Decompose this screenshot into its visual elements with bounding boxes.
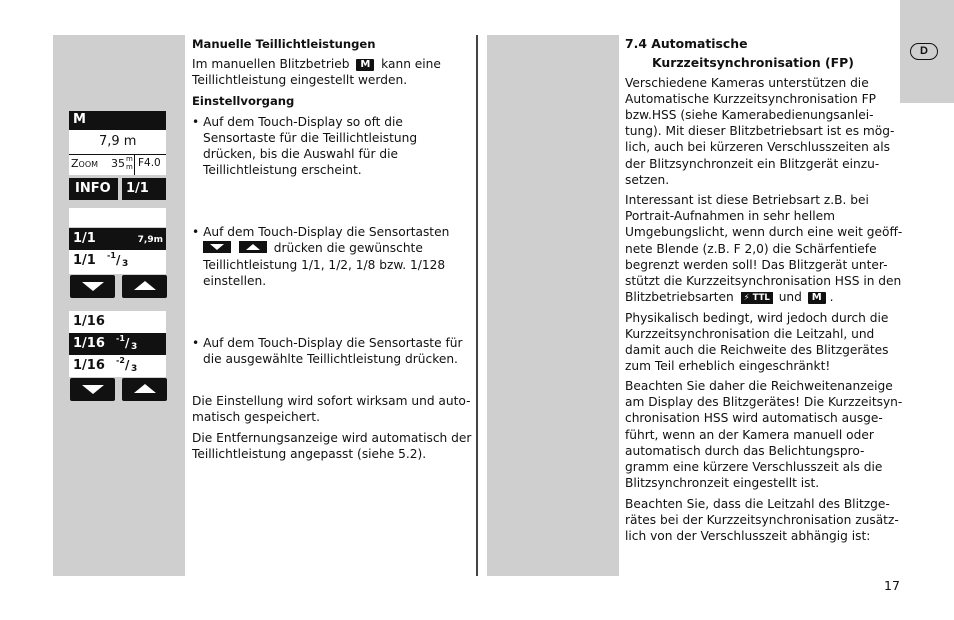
text-line: Physikalisch bedingt, wird jedoch durch die [625, 311, 889, 325]
text-line: Umgebungslicht, wenn durch eine weit geöff- [625, 225, 903, 239]
separator [69, 154, 166, 155]
text-fragment: und [778, 290, 802, 304]
text-line: der Blitzsynchronzeit ein Blitzgerät einzu- [625, 157, 880, 171]
power-option-row[interactable]: 1/16 -2 / 3 [69, 355, 166, 377]
power-button-label: 1/1 [126, 181, 149, 196]
text-line: Portrait-Aufnahmen in sehr hellem [625, 209, 835, 223]
step-3-line-2: die ausgewählte Teillichtleistung drücken. [203, 352, 458, 366]
ttl-mode-badge [741, 292, 773, 304]
power-option-value: 1/1 [73, 253, 96, 268]
intro-text-before: Im manuellen Blitzbetrieb [192, 57, 350, 71]
text-line: lich, auch bei kürzeren Verschlusszeiten als [625, 140, 890, 154]
text-line [625, 289, 833, 305]
intro-line-2: Teillichtleistung eingestellt werden. [192, 73, 408, 87]
zoom-label: Zoom [71, 157, 99, 170]
text-line: gramm eine kürzere Verschlusszeit als die [625, 460, 883, 474]
step-2-line-3: Teillichtleistung 1/1, 1/2, 1/8 bzw. 1/128 [203, 258, 446, 272]
text-line: stützt die Kurzzeitsynchronisation HSS in den [625, 274, 902, 288]
power-option-value: 1/16 [73, 358, 105, 373]
text-line: damit auch die Reichweite des Blitzgerätes [625, 343, 889, 357]
power-option-row[interactable]: 1/1 -1 / 3 [69, 250, 166, 274]
section-heading: 7.4 Automatische [625, 36, 748, 51]
ttl-badge-label: TTL [752, 293, 770, 303]
note-2-line-1: Die Entfernungsanzeige wird automatisch der [192, 431, 472, 445]
power-value: 1/1 [73, 231, 96, 246]
arrow-up-button[interactable] [122, 275, 167, 298]
text-line: lich von der Verschlusszeit abhängig ist: [625, 529, 871, 543]
display-info-box [69, 130, 166, 175]
step-denominator: 3 [131, 364, 138, 374]
language-badge: D [910, 43, 938, 60]
text-line: Beachten Sie, dass die Leitzahl des Blitzge- [625, 497, 890, 511]
mode-bar [69, 111, 166, 130]
power-button[interactable] [122, 178, 166, 200]
power-value: 1/16 [73, 336, 105, 351]
text-line: Blitzsynchronzeit eingestellt ist. [625, 476, 820, 490]
text-fragment: Blitzbetriebsarten [625, 290, 734, 304]
text-line: rätes bei der Kurzzeitsynchronisation zusätz- [625, 513, 899, 527]
zoom-unit-top: m [126, 155, 133, 163]
text-line: automatisch durch das Belichtungspro- [625, 444, 865, 458]
power-selected-bar [69, 228, 166, 250]
distance-value: 7,9m [137, 235, 163, 245]
arrow-up-icon [239, 241, 267, 253]
separator [134, 154, 135, 175]
page-number: 17 [884, 578, 900, 593]
text-line: Verschiedene Kameras unterstützen die [625, 76, 869, 90]
arrow-up-button[interactable] [122, 378, 167, 401]
zoom-value: 35 [111, 157, 125, 170]
arrow-down-button[interactable] [70, 275, 115, 298]
text-line: nete Blende (z.B. F 2,0) die Schärfentiefe [625, 242, 877, 256]
step-denominator: 3 [122, 259, 129, 269]
note-1-line-2: matisch gespeichert. [192, 410, 320, 424]
step-1-line-1: • Auf dem Touch-Display so oft die [192, 115, 403, 129]
right-margin-panel [487, 35, 619, 576]
step-2-line-1: • Auf dem Touch-Display die Sensortasten [192, 225, 450, 239]
aperture-value: F4.0 [138, 157, 161, 169]
note-1-line-1: Die Einstellung wird sofort wirksam und auto- [192, 394, 471, 408]
manual-mode-badge: M [808, 292, 826, 304]
step-2-line-2-text: drücken die gewünschte [273, 241, 423, 255]
step-numerator: -1 [116, 334, 125, 343]
text-line: Interessant ist diese Betriebsart z.B. bei [625, 193, 869, 207]
info-button[interactable] [69, 178, 118, 200]
text-line: Automatische Kurzzeitsynchronisation FP [625, 92, 876, 106]
column-divider [476, 35, 478, 576]
intro-text-after: kann eine [381, 57, 441, 71]
text-line: Kurzzeitsynchronisation die Leitzahl, und [625, 327, 875, 341]
text-line: führt, wenn an der Kamera manuell oder [625, 428, 874, 442]
text-line: zum Teil erheblich eingeschränkt! [625, 359, 831, 373]
step-denominator: 3 [131, 342, 138, 352]
text-line: begrenzt werden soll! Das Blitzgerät unter- [625, 258, 888, 272]
text-line: bzw.HSS (siehe Kamerabedienungsanlei- [625, 108, 874, 122]
flash-icon: ⚡ [743, 293, 750, 303]
info-button-label: INFO [75, 181, 111, 196]
section-heading-line-2: Kurzzeitsynchronisation (FP) [652, 55, 854, 70]
text-line: am Display des Blitzgerätes! Die Kurzzeitsyn- [625, 395, 903, 409]
mode-label: M [73, 112, 86, 127]
step-1-line-3: drücken, bis die Auswahl für die [203, 147, 398, 161]
manual-mode-badge: M [356, 59, 374, 71]
power-selected-bar[interactable]: 1/16 -1 / 3 [69, 333, 166, 355]
text-fragment: . [829, 290, 834, 304]
step-2-line-2 [203, 240, 423, 256]
text-line: setzen. [625, 173, 670, 187]
step-numerator: -2 [116, 356, 125, 365]
blank-row [69, 208, 166, 227]
section-heading: Manuelle Teillichtleistungen [192, 37, 376, 51]
step-numerator: -1 [107, 251, 116, 260]
intro-line-1 [192, 56, 441, 72]
text-line: Beachten Sie daher die Reichweitenanzeige [625, 379, 893, 393]
step-2-line-4: einstellen. [203, 274, 267, 288]
step-1-line-4: Teillichtleistung erscheint. [203, 163, 362, 177]
power-option-value: 1/16 [73, 314, 105, 329]
arrow-down-icon [203, 241, 231, 253]
text-line: chronisation HSS wird automatisch ausge- [625, 411, 883, 425]
arrow-down-button[interactable] [70, 378, 115, 401]
note-2-line-2: Teillichtleistung angepasst (siehe 5.2). [192, 447, 427, 461]
power-option-row[interactable] [69, 311, 166, 333]
step-3-line-1: • Auf dem Touch-Display die Sensortaste für [192, 336, 463, 350]
text-line: tung). Mit dieser Blitzbetriebsart ist es mög- [625, 124, 895, 138]
subheading: Einstellvorgang [192, 94, 295, 108]
step-1-line-2: Sensortaste für die Teillichtleistung [203, 131, 418, 145]
distance-value: 7,9 m [99, 134, 137, 149]
zoom-unit-bottom: m [126, 163, 133, 171]
